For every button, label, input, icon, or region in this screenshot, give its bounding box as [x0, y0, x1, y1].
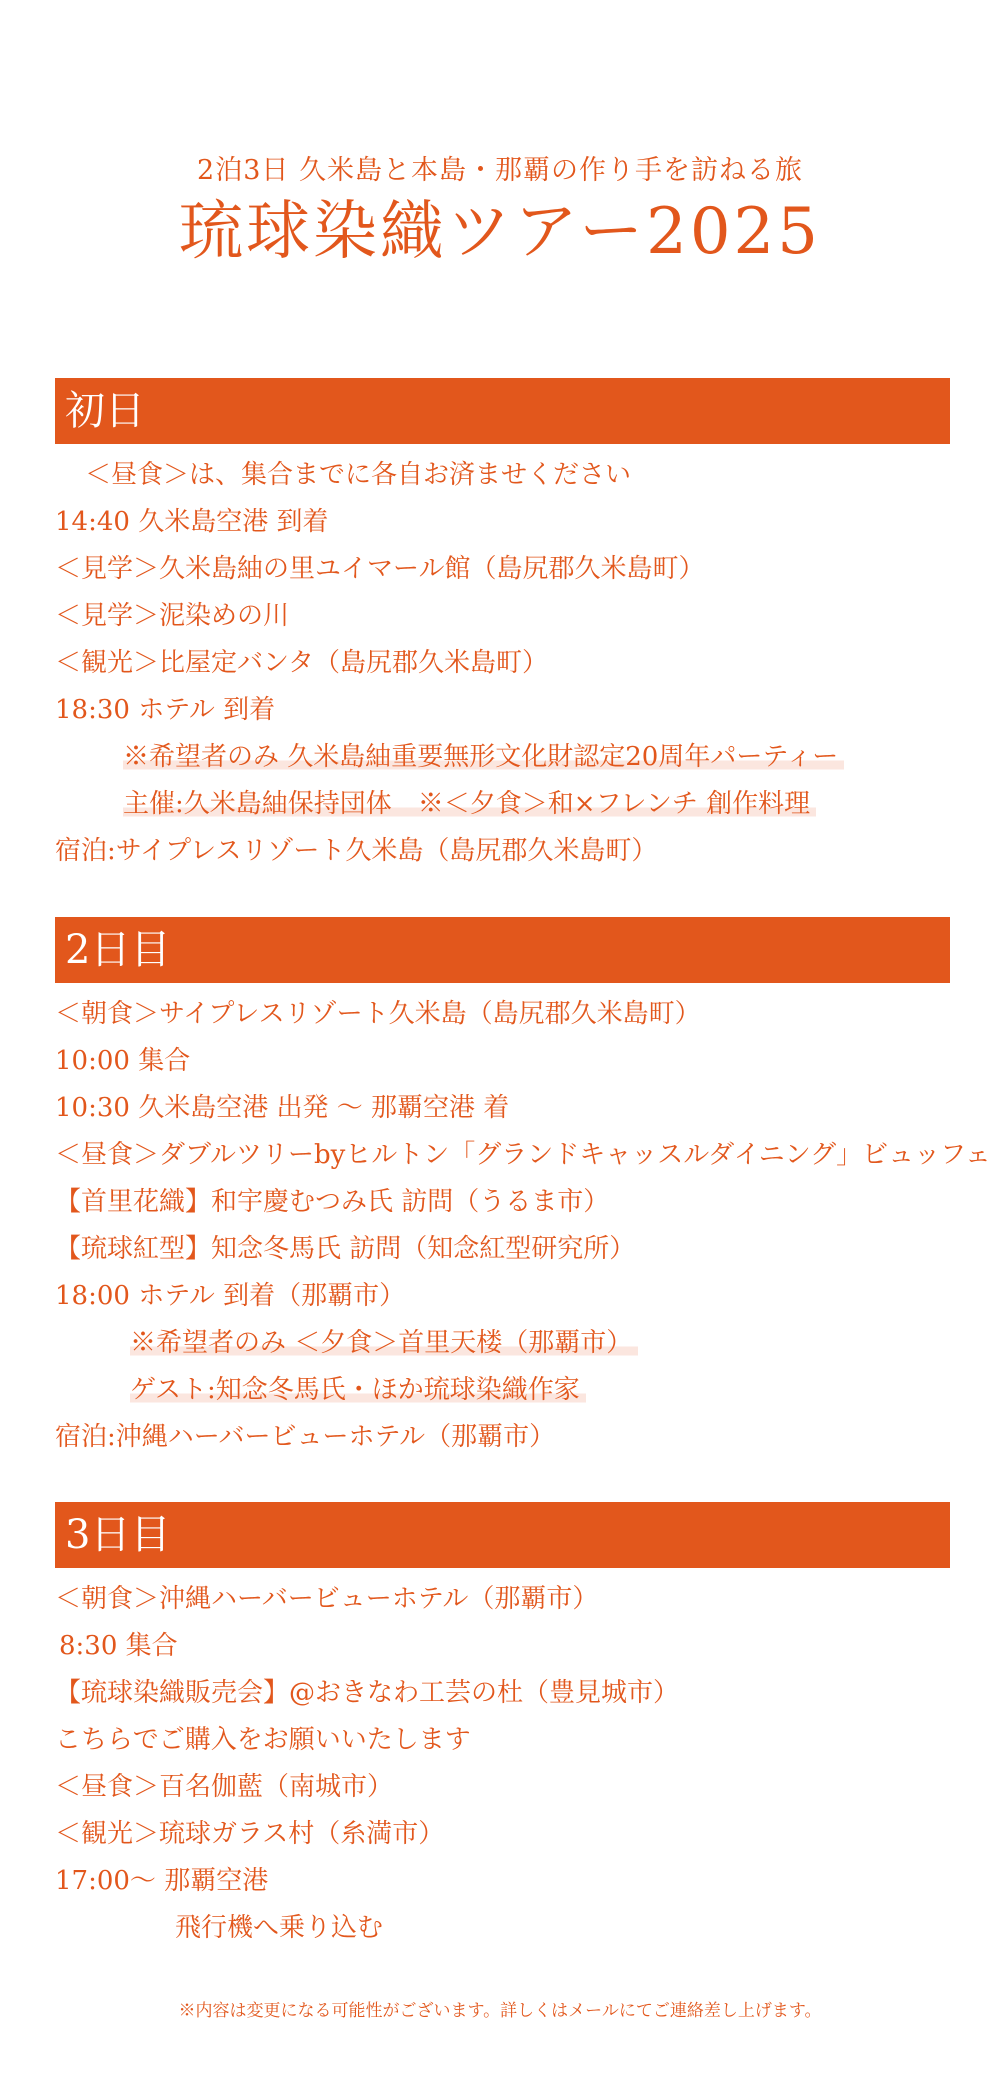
optional-note-row — [55, 781, 950, 828]
optional-note-row — [55, 734, 950, 781]
schedule-item: 宿泊:沖縄ハーバービューホテル（那覇市） — [55, 1422, 556, 1452]
tour-subtitle: 2泊3日 久米島と本島・那覇の作り手を訪ねる旅 — [197, 155, 803, 186]
schedule-item: 10:30 久米島空港 出発 ～ 那覇空港 着 — [55, 1093, 510, 1123]
day-2-schedule — [55, 991, 991, 1461]
optional-note-row — [55, 1320, 950, 1367]
schedule-item: ＜観光＞比屋定バンタ（島尻郡久米島町） — [55, 648, 548, 678]
day-3-section — [55, 1502, 950, 1952]
schedule-item: 飛行機へ乗り込む — [175, 1913, 384, 1943]
optional-note-text: 主催:久米島紬保持団体 ※＜夕食＞和×フレンチ 創作料理 — [123, 789, 816, 819]
schedule-item: こちらでご購入をお願いいたします — [55, 1725, 471, 1755]
schedule-item: ＜朝食＞サイプレスリゾート久米島（島尻郡久米島町） — [55, 999, 701, 1029]
schedule-item: ＜昼食＞ダブルツリーbyヒルトン「グランドキャッスルダイニング」ビュッフェ — [55, 1140, 991, 1170]
schedule-item: 【琉球紅型】知念冬馬氏 訪問（知念紅型研究所） — [55, 1234, 636, 1264]
day-3-schedule — [55, 1576, 950, 1952]
schedule-item: 【首里花織】和宇慶むつみ氏 訪問（うるま市） — [55, 1187, 610, 1217]
schedule-item: ＜朝食＞沖縄ハーバービューホテル（那覇市） — [55, 1584, 599, 1614]
schedule-item: 8:30 集合 — [59, 1631, 178, 1661]
optional-note-text: ※希望者のみ 久米島紬重要無形文化財認定20周年パーティー — [123, 742, 844, 772]
schedule-item: 10:00 集合 — [55, 1046, 191, 1076]
schedule-item: ＜昼食＞百名伽藍（南城市） — [55, 1772, 394, 1802]
tour-title: 琉球染織ツアー2025 — [179, 195, 821, 269]
day-2-header: 2日目 — [55, 917, 950, 983]
optional-note-text: ※希望者のみ ＜夕食＞首里天楼（那覇市） — [130, 1328, 638, 1358]
schedule-item: 18:30 ホテル 到着 — [55, 695, 276, 725]
schedule-item: ＜見学＞泥染めの川 — [55, 601, 290, 631]
schedule-item: 14:40 久米島空港 到着 — [55, 507, 329, 537]
disclaimer-note: ※内容は変更になる可能性がございます。詳しくはメールにてご連絡差し上げます。 — [178, 2001, 822, 2021]
schedule-item: 宿泊:サイプレスリゾート久米島（島尻郡久米島町） — [55, 836, 658, 866]
optional-note-row — [55, 1367, 950, 1414]
day-2-section — [55, 917, 991, 1461]
optional-note-text: ゲスト:知念冬馬氏・ほか琉球染織作家 — [130, 1375, 586, 1405]
schedule-item: 18:00 ホテル 到着（那覇市） — [55, 1281, 406, 1311]
schedule-item: 17:00～ 那覇空港 — [55, 1866, 269, 1896]
day-3-header: 3日目 — [55, 1502, 950, 1568]
day-1-schedule — [55, 452, 950, 875]
day-1-section — [55, 378, 950, 875]
day-1-header: 初日 — [55, 378, 950, 444]
schedule-item: ＜見学＞久米島紬の里ユイマール館（島尻郡久米島町） — [55, 554, 705, 584]
schedule-item: ＜昼食＞は、集合までに各自お済ませください — [85, 460, 632, 490]
schedule-item: ＜観光＞琉球ガラス村（糸満市） — [55, 1819, 445, 1849]
schedule-item: 【琉球染織販売会】@おきなわ工芸の杜（豊見城市） — [55, 1678, 680, 1708]
